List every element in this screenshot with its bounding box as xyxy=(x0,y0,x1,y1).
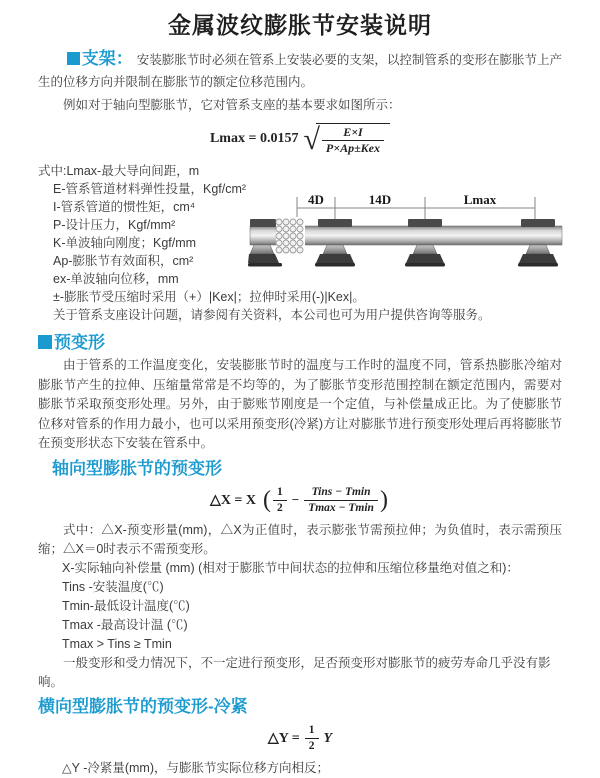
formula-where-line: 式中:Lmax-最大导向间距，m xyxy=(38,164,200,179)
lmax-radicand xyxy=(316,123,390,157)
section-square-icon xyxy=(67,52,80,65)
temp-def-line: Tmax -最高设计温 (℃) xyxy=(62,618,188,633)
definition-line: I-管系管道的惯性矩，cm⁴ xyxy=(53,200,196,215)
dimension-label-14d: 14D xyxy=(368,192,392,207)
temp-def-line: Tmin-最低设计温度(℃) xyxy=(62,599,190,614)
lmax-formula xyxy=(38,123,562,157)
axial-note: 一般变形和受力情况下，不一定进行预变形，足否预变形对膨胀节的疲劳寿命几乎没有影响。 xyxy=(38,656,551,690)
bellows-expansion-joint xyxy=(276,217,305,254)
sqrt-symbol: √ xyxy=(303,123,320,157)
axial-explain-1: 式中：△X-预变形量(mm)，△X为正值时，表示膨张节需预拉伸；为负值时，表示需预压缩；△X＝0时表示不需预变形。 xyxy=(38,523,562,557)
temperature-fraction xyxy=(304,486,378,515)
predeform-paragraph: 由于管系的工作温度变化，安装膨胀节时的温度与工作时的温度不同，管系热膨胀冷缩对膨胀节产生的拉伸、压缩量常常是不均等的，为了膨胀节变形范围控制在额定范围内，需要对膨胀节采取预变形处理。另外，由于膨账节刚度是一个定值，与补偿量成正比。为了使膨胀节位移对管系的作用力最小，也可以采用预变形(冷紧)方让对膨胀节进行预变形处理后再将膨胀节在预变形状态下安装在管系中。 xyxy=(38,358,562,451)
lateral-formula-rhs: Y xyxy=(323,730,333,746)
predeform-heading-text: 预变形 xyxy=(54,333,105,353)
lmax-fraction-num: E×I xyxy=(322,126,384,142)
half-den: 2 xyxy=(277,501,283,514)
lmax-fraction xyxy=(322,126,384,157)
predeform-section-heading xyxy=(38,331,562,354)
axial-subheading: 轴向型膨胀节的预变形 xyxy=(52,458,222,478)
definition-line: ex-单波轴向位移，mm xyxy=(53,272,179,287)
lateral-subheading: 横向型膨胀节的预变形-冷紧 xyxy=(38,697,248,717)
temp-def-line: Tins -安装温度(℃) xyxy=(62,580,164,595)
lmax-formula-lhs: Lmax = 0.0157 xyxy=(209,131,299,147)
support-intro-text: 安装膨胀节时必须在管系上安装必要的支架，以控制管系的变形在膨胀节上产生的位移方向并限制在膨胀节的额定位移范围内。 xyxy=(38,53,562,89)
support-section-intro xyxy=(38,48,562,93)
lateral-formula xyxy=(38,724,562,753)
axial-formula-lhs: △X = X xyxy=(210,492,257,508)
support-section-heading: 支架： xyxy=(81,49,133,68)
dimension-label-4d: 4D xyxy=(308,192,324,207)
support-example-line: 例如对于轴向型膨胀节，它对管系支座的基本要求如图所示： xyxy=(63,98,401,112)
lateral-half-den: 2 xyxy=(308,740,315,753)
definition-line: Ap-膨胀节有效面积，cm² xyxy=(53,254,194,269)
definition-line: K-单波轴向刚度；Kgf/mm xyxy=(53,236,197,251)
definition-line: ±-膨胀节受压缩时采用（+）|Kex|；拉伸时采用(-)|Kex|。 xyxy=(53,290,365,305)
axial-explain-2: X-实际轴向补偿量 (mm) (相对于膨胀节中间状态的拉伸和压缩位移量绝对值之和)： xyxy=(62,561,519,576)
pipe-support-diagram xyxy=(248,190,595,278)
minus-operator: − xyxy=(291,492,300,508)
half-fraction xyxy=(273,486,287,515)
lmax-fraction-den: P×Ap±Kex xyxy=(325,141,381,156)
temp-fraction-den: Tmax − Tmin xyxy=(308,501,374,514)
lateral-note: △Y -冷紧量(mm)，与膨胀节实际位移方向相反； xyxy=(62,761,330,776)
dimension-label-lmax: Lmax xyxy=(463,192,497,207)
definition-line: E-管系管道材料弹性投量，Kgf/cm² xyxy=(53,182,247,197)
pipe-support-diagram-svg xyxy=(248,190,595,278)
temp-fraction-num: Tins − Tmin xyxy=(304,486,378,501)
axial-formula xyxy=(38,486,562,515)
lateral-half-fraction xyxy=(305,724,319,753)
close-paren: ) xyxy=(379,487,388,514)
definition-line: P-设计压力，Kgf/mm² xyxy=(53,218,176,233)
open-paren: ( xyxy=(263,487,272,514)
page-title: 金属波纹膨胀节安装说明 xyxy=(168,12,432,38)
section-square-icon xyxy=(38,335,52,349)
lateral-formula-lhs: △Y = xyxy=(267,731,300,747)
temp-inequality-line: Tmax > Tins ≥ Tmin xyxy=(62,637,172,652)
half-num: 1 xyxy=(273,486,287,501)
consult-note: 关于管系支座设计问题，请参阅有关资料，本公司也可为用户提供咨询等服务。 xyxy=(53,308,491,323)
lateral-half-num: 1 xyxy=(305,724,319,739)
